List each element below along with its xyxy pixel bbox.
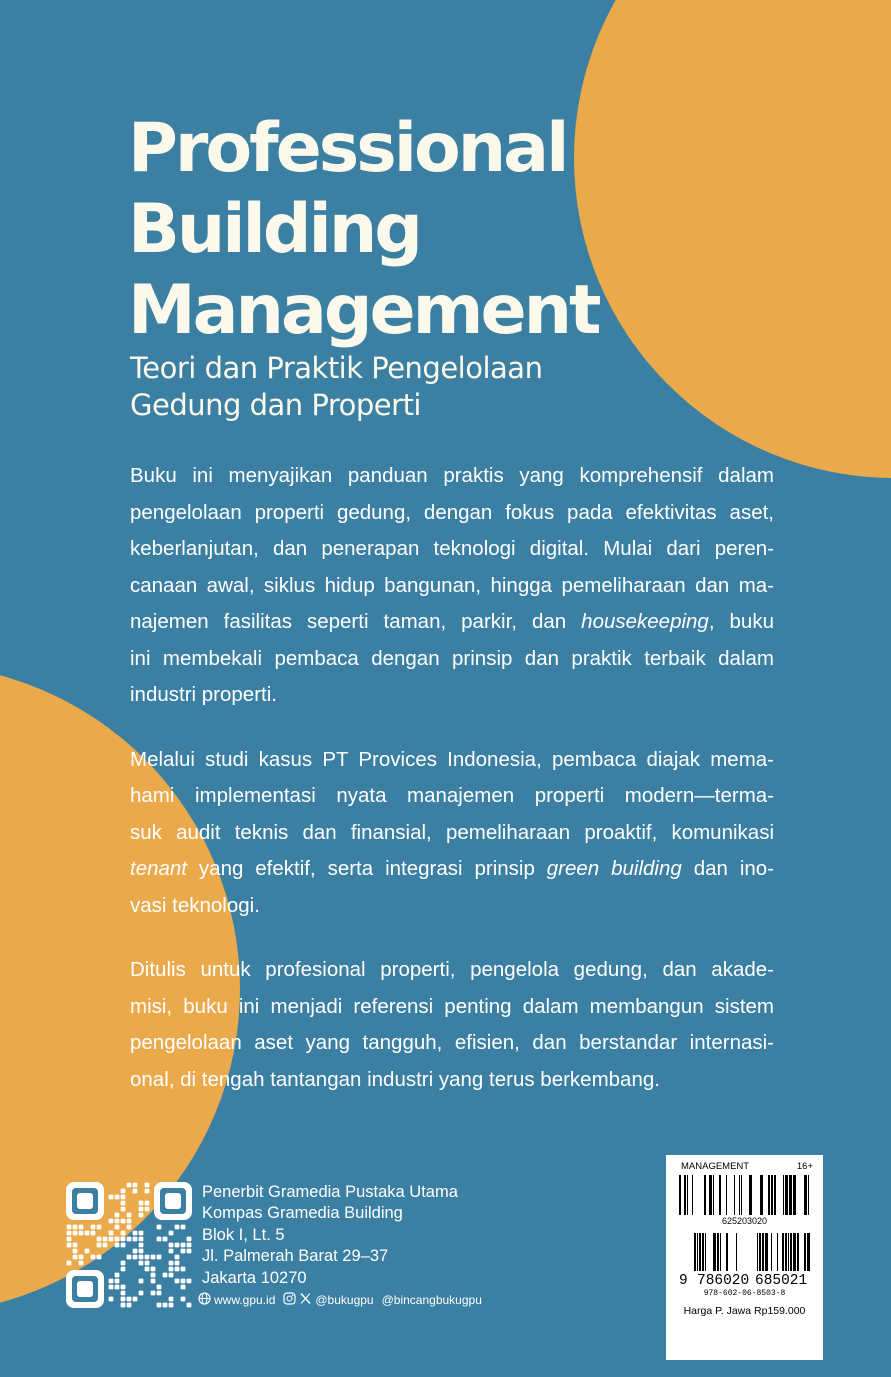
isbn-barcode <box>692 1233 810 1271</box>
text-line: Melalui studi kasus PT Provices Indonesia, pembaca diajak mema- <box>130 747 774 771</box>
text-line <box>130 851 774 888</box>
ean-digits <box>679 1273 817 1289</box>
text-span: yang efektif, serta integrasi prinsip <box>187 857 547 880</box>
publisher-building: Kompas Gramedia Building <box>202 1204 403 1223</box>
text-line: misi, buku ini menjadi referensi penting dalam membangun sistem <box>130 994 774 1018</box>
italic-term: housekeeping <box>581 610 709 633</box>
globe-icon <box>198 1292 211 1308</box>
publisher-floor: Blok I, Lt. 5 <box>202 1225 285 1244</box>
subtitle-line: Gedung dan Properti <box>130 388 421 422</box>
social-handle-link-2[interactable]: @bincangbukugpu <box>381 1293 482 1307</box>
x-icon <box>299 1292 312 1308</box>
text-line: pengelolaan properti gedung, dengan fokus pada efektivitas aset, <box>130 500 774 524</box>
text-line: suk audit teknis dan finansial, pemeliharaan proaktif, komunikasi <box>130 820 774 844</box>
text-span: , buku <box>708 610 774 633</box>
book-description <box>130 458 774 1126</box>
text-line: keberlanjutan, dan penerapan teknologi digital. Mulai dari peren- <box>130 537 774 560</box>
subtitle-line: Teori dan Praktik Pengelolaan <box>130 351 543 385</box>
text-span: dan ino- <box>681 857 775 880</box>
text-line <box>130 604 774 641</box>
website-link[interactable]: www.gpu.id <box>214 1293 276 1307</box>
text-line: vasi teknologi. <box>130 893 260 917</box>
text-line: industri properti. <box>130 683 277 706</box>
italic-term: green building <box>546 857 682 880</box>
barcode-header <box>681 1161 813 1173</box>
text-line: canaan awal, siklus hidup bangunan, hingga pemeliharaan dan ma- <box>130 573 774 597</box>
publisher-street: Jl. Palmerah Barat 29–37 <box>202 1247 389 1266</box>
book-category: MANAGEMENT <box>681 1161 750 1172</box>
ean-digit-prefix: 9 <box>679 1273 688 1289</box>
italic-term: tenant <box>130 857 187 880</box>
text-line: onal, di tengah tantangan industri yang terus berkembang. <box>130 1067 660 1091</box>
qr-code-icon <box>66 1182 192 1308</box>
isbn-number: 978-602-06-8503-8 <box>703 1289 786 1298</box>
ean-digit-group-1: 786020 <box>697 1273 750 1289</box>
publisher-info <box>202 1182 502 1289</box>
price-label: Harga P. Jawa Rp159.000 <box>683 1305 806 1317</box>
barcode-sticker <box>666 1155 823 1360</box>
book-subtitle <box>130 350 730 424</box>
text-line: Ditulis untuk profesional properti, pengelola gedung, dan akade- <box>130 958 774 981</box>
ean-digit-group-2: 685021 <box>755 1273 808 1289</box>
title-line: Professional <box>128 109 567 188</box>
text-span: najemen fasilitas seperti taman, parkir, dan <box>130 610 582 633</box>
book-title <box>128 108 808 351</box>
text-line: pengelolaan aset yang tangguh, efisien, dan berstandar internasi- <box>130 1031 774 1054</box>
product-barcode <box>679 1175 810 1215</box>
qr-code[interactable] <box>66 1182 192 1308</box>
text-line: ini membekali pembaca dengan prinsip dan praktik terbaik dalam <box>130 646 774 670</box>
age-rating: 16+ <box>796 1161 813 1172</box>
instagram-icon <box>283 1292 296 1308</box>
publisher-socials <box>198 1291 490 1309</box>
publisher-city: Jakarta 10270 <box>202 1268 307 1287</box>
social-handle-link[interactable]: @bukugpu <box>315 1293 374 1307</box>
description-paragraph-1 <box>130 458 774 714</box>
publisher-name: Penerbit Gramedia Pustaka Utama <box>202 1183 458 1201</box>
product-code: 625203020 <box>721 1216 768 1226</box>
text-line: Buku ini menyajikan panduan praktis yang komprehensif dalam <box>130 464 774 487</box>
description-paragraph-3 <box>130 952 774 1098</box>
title-line: Building <box>128 190 420 269</box>
text-line: hami implementasi nyata manajemen properti modern—terma- <box>130 784 774 807</box>
description-paragraph-2 <box>130 742 774 925</box>
title-line: Management <box>128 271 599 350</box>
